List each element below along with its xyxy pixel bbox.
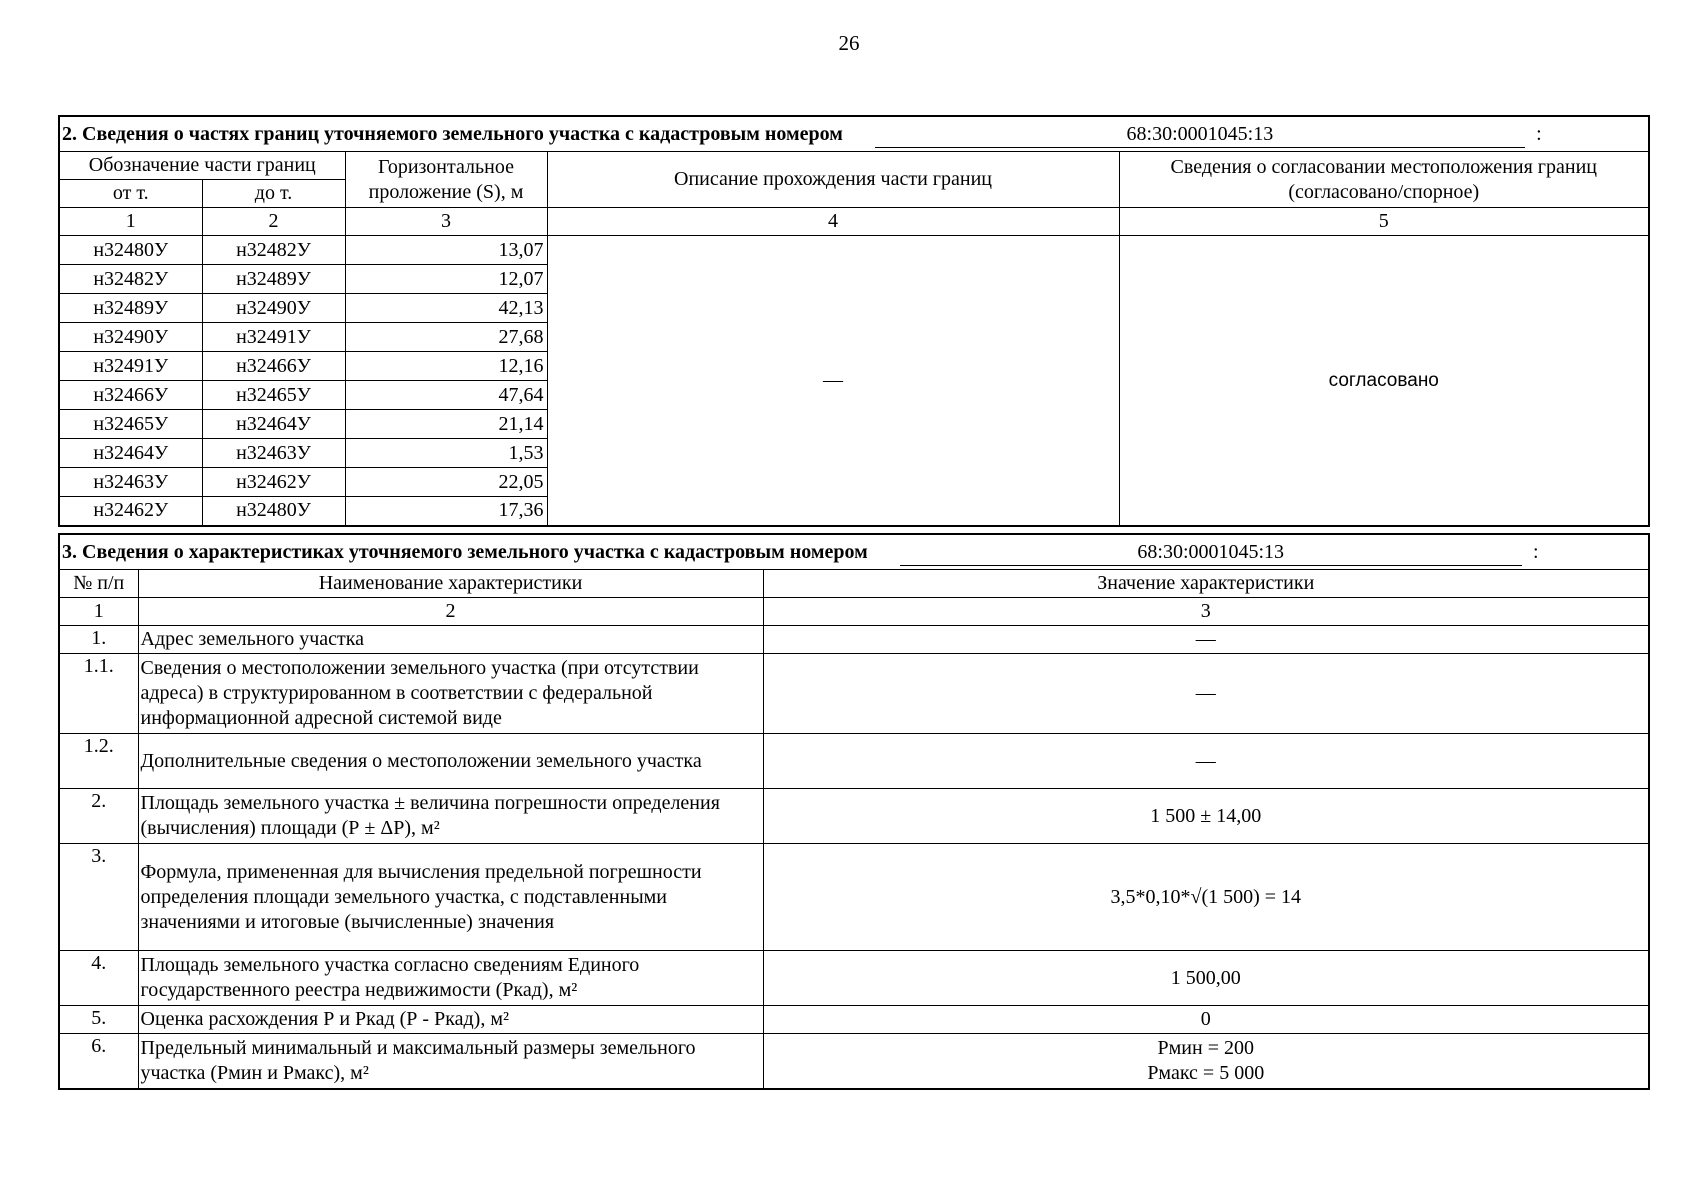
section2-cadastral-number: 68:30:0001045:13 [875,122,1525,148]
column-numbers-row [59,208,1649,236]
row-number: 1.2. [59,734,138,789]
horizontal-distance: 47,64 [345,381,547,410]
boundary-parts-table [58,115,1650,527]
from-point: н32480У [59,236,202,265]
max-size-value: Рмакс = 5 000 [1147,1061,1265,1084]
table-row [59,236,1649,265]
characteristic-value: 1 500,00 [763,951,1649,1006]
to-point: н32466У [202,352,345,381]
row-number: 5. [59,1006,138,1034]
characteristic-value: 1 500 ± 14,00 [763,789,1649,844]
characteristic-name: Формула, примененная для вычисления предельной погрешности определения площади земельного участка, с подставленными значениями и итоговые (вычисленные) значения [138,844,763,951]
horizontal-distance: 12,16 [345,352,547,381]
table-row [59,951,1649,1006]
header-part-designation: Обозначение части границ [59,152,345,180]
row-number: 1.1. [59,654,138,734]
from-point: н32465У [59,410,202,439]
section2-title-row [59,116,1649,152]
section3-colon: : [1532,541,1539,563]
horizontal-distance: 1,53 [345,439,547,468]
characteristic-name: Дополнительные сведения о местоположении земельного участка [138,734,763,789]
col-number: 4 [547,208,1119,236]
table-row [59,1034,1649,1089]
table-row [59,654,1649,734]
characteristic-value: — [763,626,1649,654]
to-point: н32490У [202,294,345,323]
col-number: 3 [345,208,547,236]
to-point: н32463У [202,439,345,468]
from-point: н32466У [59,381,202,410]
characteristics-table [58,533,1650,1090]
header-value: Значение характеристики [763,570,1649,598]
characteristic-name: Адрес земельного участка [138,626,763,654]
header-horizontal: Горизонтальное проложение (S), м [345,152,547,208]
col-number: 2 [202,208,345,236]
characteristic-name: Площадь земельного участка согласно сведениям Единого государственного реестра недвижимости (Ркад), м² [138,951,763,1006]
characteristic-value [763,1034,1649,1089]
characteristic-value: — [763,654,1649,734]
characteristic-value: 3,5*0,10*√(1 500) = 14 [763,844,1649,951]
characteristic-value: 0 [763,1006,1649,1034]
col-number: 2 [138,598,763,626]
to-point: н32462У [202,468,345,497]
from-point: н32491У [59,352,202,381]
col-number: 1 [59,208,202,236]
from-point: н32489У [59,294,202,323]
header-from: от т. [59,180,202,208]
horizontal-distance: 17,36 [345,497,547,526]
to-point: н32489У [202,265,345,294]
horizontal-distance: 21,14 [345,410,547,439]
horizontal-distance: 27,68 [345,323,547,352]
to-point: н32465У [202,381,345,410]
horizontal-distance: 42,13 [345,294,547,323]
horizontal-distance: 22,05 [345,468,547,497]
to-point: н32482У [202,236,345,265]
description-value: — [547,236,1119,526]
row-number: 4. [59,951,138,1006]
header-name: Наименование характеристики [138,570,763,598]
table-row [59,789,1649,844]
table-row [59,734,1649,789]
row-number: 2. [59,789,138,844]
from-point: н32463У [59,468,202,497]
characteristic-value: — [763,734,1649,789]
section3-title: 3. Сведения о характеристиках уточняемого земельного участка с кадастровым номером [62,541,868,563]
from-point: н32464У [59,439,202,468]
from-point: н32490У [59,323,202,352]
col-number: 5 [1119,208,1649,236]
characteristic-name: Оценка расхождения Р и Ркад (Р - Ркад), м² [138,1006,763,1034]
col-number: 1 [59,598,138,626]
header-num: № п/п [59,570,138,598]
column-numbers-row [59,598,1649,626]
section3-title-row [59,534,1649,570]
table-row [59,626,1649,654]
page-number: 26 [838,31,860,55]
horizontal-distance: 13,07 [345,236,547,265]
section2-title: 2. Сведения о частях границ уточняемого земельного участка с кадастровым номером [62,123,843,145]
horizontal-distance: 12,07 [345,265,547,294]
section3-cadastral-number: 68:30:0001045:13 [900,540,1522,566]
to-point: н32491У [202,323,345,352]
header-description: Описание прохождения части границ [547,152,1119,208]
characteristic-name: Площадь земельного участка ± величина погрешности определения (вычисления) площади (Р ± ΔР), м² [138,789,763,844]
characteristic-name: Предельный минимальный и максимальный размеры земельного участка (Рмин и Рмакс), м² [138,1034,763,1089]
section2-colon: : [1536,123,1542,145]
table-row [59,844,1649,951]
header-to: до т. [202,180,345,208]
table-row [59,1006,1649,1034]
from-point: н32482У [59,265,202,294]
agreement-value: согласовано [1119,236,1649,526]
row-number: 1. [59,626,138,654]
row-number: 6. [59,1034,138,1089]
to-point: н32480У [202,497,345,526]
characteristic-name: Сведения о местоположении земельного участка (при отсутствии адреса) в структурированном в соответствии с федеральной информационной адресной системой виде [138,654,763,734]
row-number: 3. [59,844,138,951]
to-point: н32464У [202,410,345,439]
col-number: 3 [763,598,1649,626]
from-point: н32462У [59,497,202,526]
min-size-value: Рмин = 200 [1157,1036,1254,1059]
header-agreement: Сведения о согласовании местоположения границ (согласовано/спорное) [1119,152,1649,208]
